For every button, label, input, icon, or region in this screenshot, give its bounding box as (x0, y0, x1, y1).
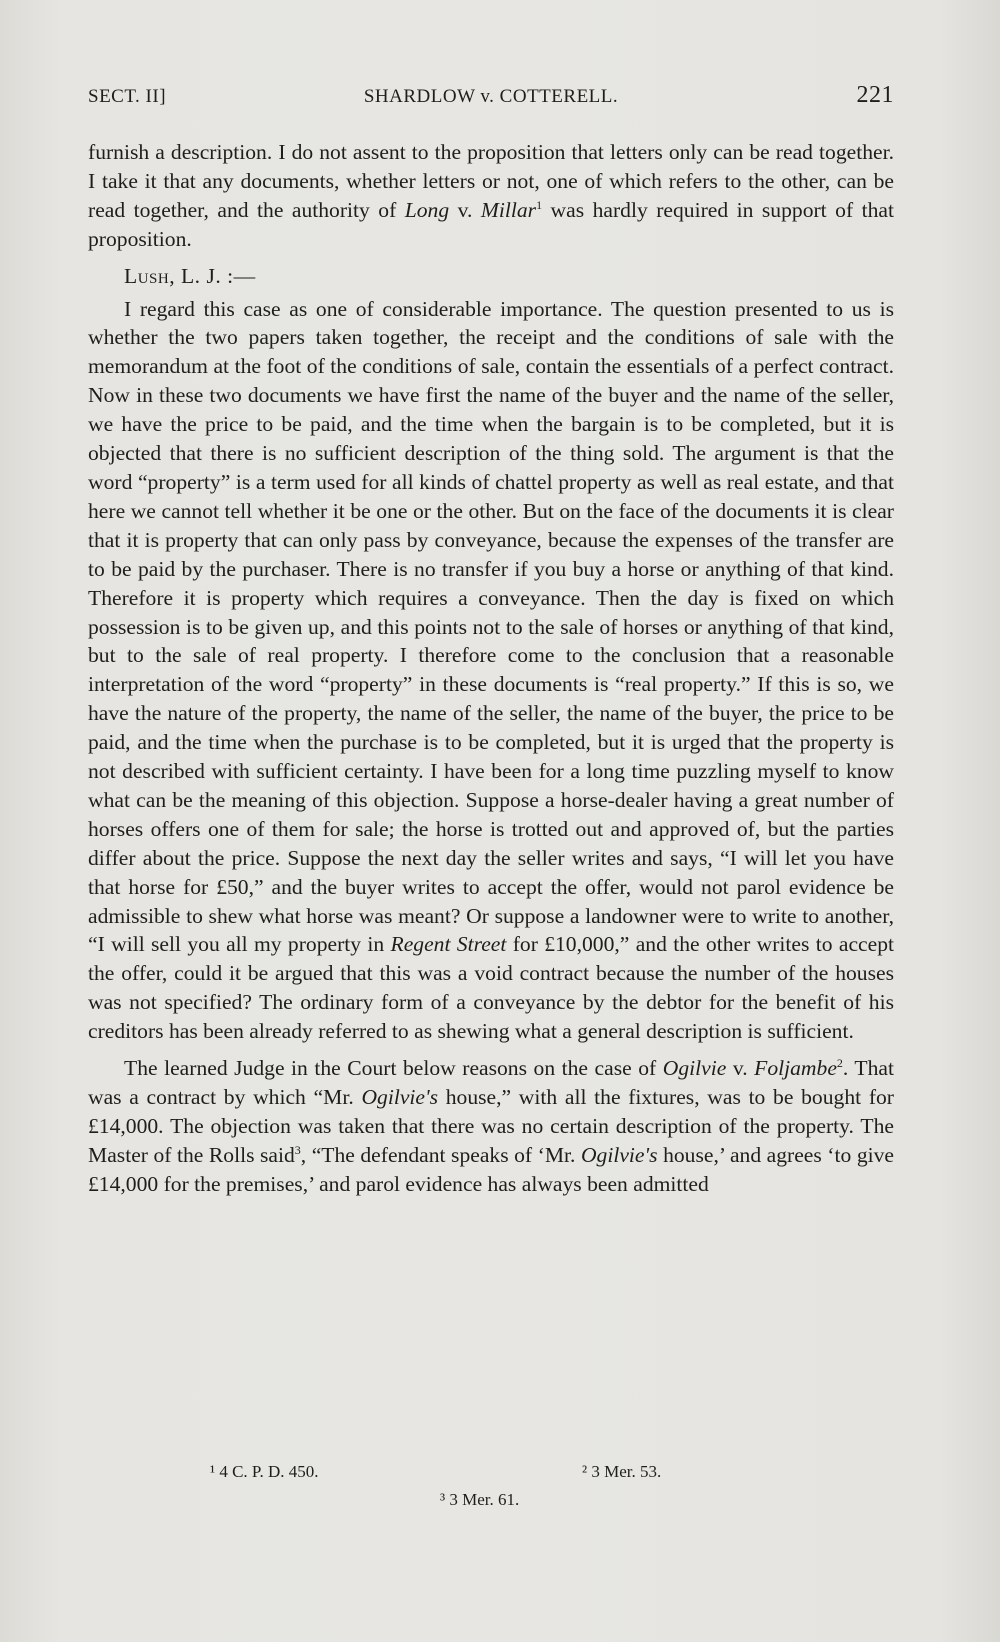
footnote-ref: 2 (836, 1055, 843, 1070)
party-name: Ogilvie's (580, 1142, 658, 1167)
paragraph-3: The learned Judge in the Court below reasons on the case of Ogilvie v. Foljambe$^2$. That was a contract by which “Mr. Ogilvie's house,” with all the fixtures, was to be bought for £14,000. The objection was taken that there was no certain description of the property. The Master of the Rolls said$^3$, “The defendant speaks of ‘Mr. Ogilvie's house,’ and agrees ‘to give £14,000 for the premises,’ and parol evidence has always been admitted (88, 1055, 895, 1196)
running-header (88, 84, 894, 114)
case-name: Foljambe (754, 1056, 837, 1081)
body-text (88, 138, 894, 1199)
footnote-3: ³ 3 Mer. 61. (440, 1490, 520, 1509)
case-name: Millar (480, 197, 537, 222)
footnote-1: ¹ 4 C. P. D. 450. (210, 1462, 319, 1481)
running-title: SHARDLOW v. COTTERELL. (363, 86, 619, 107)
footnote-2: ² 3 Mer. 53. (582, 1462, 662, 1481)
judge-heading: Lush, L. J. :— (124, 263, 256, 288)
party-name: Ogilvie's (361, 1085, 439, 1109)
footnote-ref: 3 (294, 1142, 301, 1157)
page-number: 221 (856, 82, 894, 108)
footnote-ref: 1 (536, 197, 543, 212)
place-name: Regent Street (390, 932, 507, 957)
case-name: Long (404, 197, 450, 222)
section-label: SECT. II] (88, 86, 167, 107)
case-name: Ogilvie (662, 1056, 727, 1081)
paragraph-2: I regard this case as one of considerable importance. The question presented to us is whether the two papers taken together, the receipt and the conditions of sale with the memorandum at the foot of the conditions of sale, contain the essentials of a perfect contract. Now in these two documents we have first the name of the buyer and the name of the seller, we have the price to be paid, and the time when the bargain is to be completed, but it is objected that there is no sufficient description of the thing sold. The argument is that the word “property” is a term used for all kinds of chattel property as well as real estate, and that here we cannot tell whether it be one or the other. But on the face of the documents it is clear that it is property that can only pass by conveyance, because the expenses of the transfer are to be paid by the purchaser. There is no transfer if you buy a horse or anything of that kind. Therefore it is property which requires a conveyance. Then the day is fixed on which possession is to be given up, and this points not to the sale of horses or anything of that kind, but to the sale of real property. I therefore come to the conclusion that a reasonable interpretation of the word “property” in these documents is “real property.” If this is so, we have the nature of the property, the name of the seller, the name of the buyer, the price to be paid, and the time when the purchase is to be completed, but it is urged that the property is not described with sufficient certainty. I have been for a long time puzzling myself to know what can be the meaning of this objection. Suppose a horse-dealer having a great number of horses offers one of them for sale; the horse is trotted out and approved of, but the parties differ about the price. Suppose the next day the seller writes and says, “I will let you have that horse for £50,” and the buyer writes to accept the offer, would not parol evidence be admissible to shew what horse was meant? Or suppose a landowner were to write to another, “I will sell you all my property in Regent Street for £10,000,” and the other writes to accept the offer, could it be argued that this was a void contract because the number of the houses was not specified? The ordinary form of a conveyance by the debtor for the benefit of his creditors has been already referred to as shewing what a general description is sufficient. (88, 296, 894, 1044)
paragraph-1: furnish a description. I do not assent to the proposition that letters only can be read together. I take it that any documents, whether letters or not, one of which refers to the other, can be read together, and the authority of Long v. Millar$^1$ was hardly required in support of that proposition. (88, 140, 894, 251)
